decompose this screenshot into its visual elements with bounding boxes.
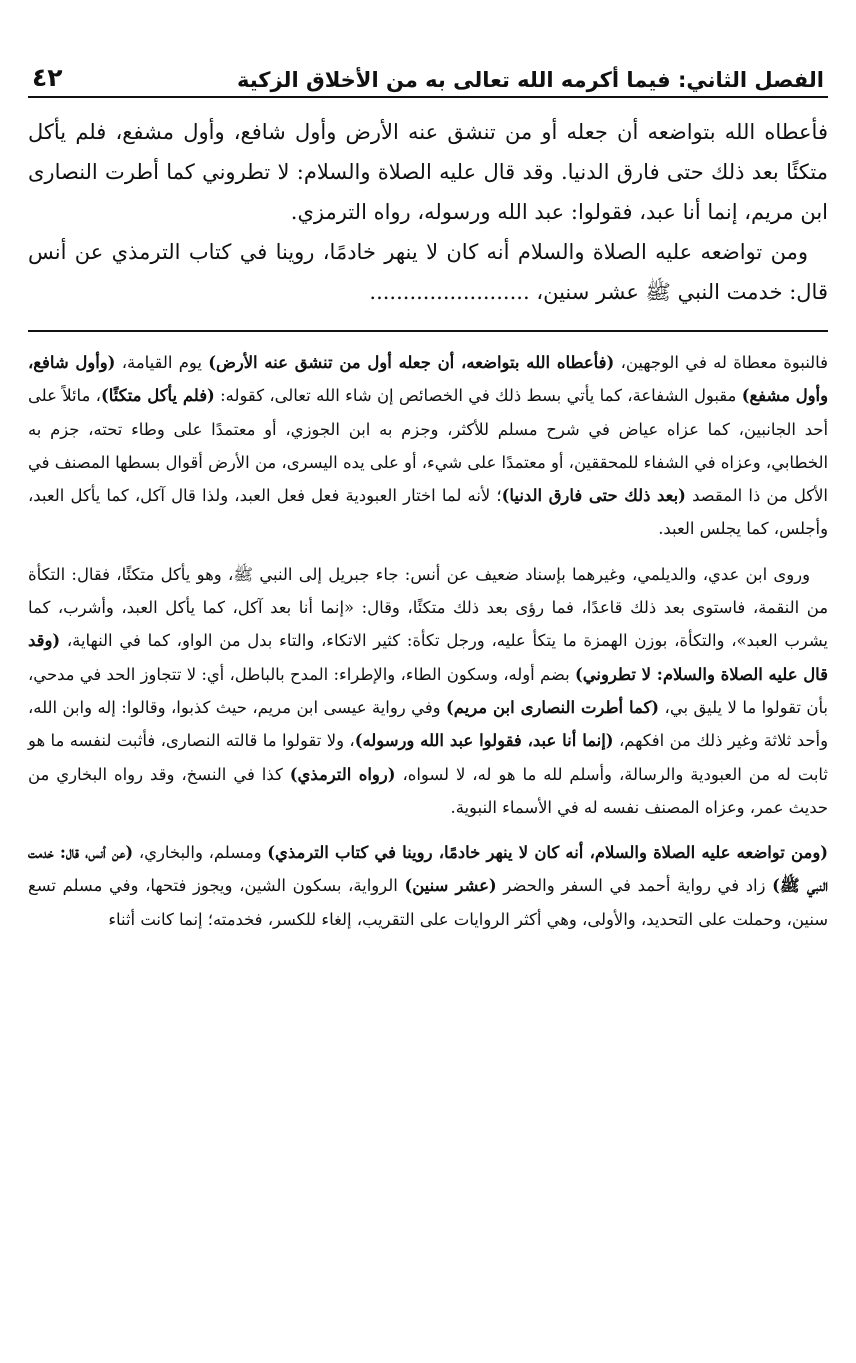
commentary-text: يوم القيامة، bbox=[115, 353, 209, 372]
quoted-matn: (وأول شافع، وأول مشفع) bbox=[28, 353, 828, 406]
main-text-sentence: ومن تواضعه عليه الصلاة والسلام أنه كان لا ينهر خادمًا، روينا في كتاب الترمذي عن أنس قال: خدمت النبي ﷺ عشر سنين، bbox=[28, 240, 828, 304]
commentary-text: وروى ابن عدي، والديلمي، وغيرهما بإسناد ضعيف عن أنس: جاء جبريل إلى النبي ﷺ، وهو يأكل متكئًا، فقال: التكأة من النقمة، فاستوى بعد ذلك قاعدًا، فما رؤى بعد ذلك متكئًا، وقال: «إنما أنا بعد آكل، كما يأكل العبد، وأشرب، كما يشرب العبد»، والتكأة، بوزن الهمزة ما يتكأ عليه، ورجل تكأة: كثير الاتكاء، والتاء بدل من الواو، كما في النهاية، bbox=[28, 564, 828, 651]
chapter-title: الفصل الثاني: فيما أكرمه الله تعالى به من الأخلاق الزكية bbox=[236, 68, 824, 92]
quoted-matn: (كما أطرت النصارى ابن مريم) bbox=[446, 697, 660, 717]
running-header bbox=[28, 50, 828, 98]
commentary-text: وفي رواية عيسى ابن مريم، حيث كذبوا، وقالوا: إله وابن الله، وأحد ثلاثة وغير ذلك من افكهم، bbox=[28, 697, 828, 751]
quoted-matn: (إنما أنا عبد، فقولوا عبد الله ورسوله) bbox=[354, 731, 614, 751]
commentary-text: فالنبوة معطاة له في الوجهين، bbox=[614, 353, 828, 372]
commentary-text: كذا في النسخ، وقد رواه البخاري من حديث عمر، وعزاه المصنف نفسه له في الأسماء النبوية. bbox=[28, 764, 828, 817]
page-number: ٤٢ bbox=[32, 63, 63, 92]
commentary-text: الرواية، بسكون الشين، ويجوز فتحها، وفي مسلم تسع سنين، وحملت على التحديد، والأولى، وهي أكثر الروايات على التقريب، إلغاء للكسر، فخدمته؛ إنما كانت أثناء bbox=[28, 876, 828, 929]
book-page bbox=[28, 50, 828, 948]
commentary bbox=[28, 346, 828, 936]
commentary-text: ، مائلاً على أحد الجانبين، كما عزاه عياض في شرح مسلم للأكثر، وجزم به ابن الجوزي، أو معتمدًا على وطاء تحته، جزم به الخطابي، وعزاه في الشفاء للمحققين، أو معتمدًا على شيء، أو على يده اليسرى، من الأرض أقوال بسطها المصنف في الأكل من ذا المقصد bbox=[28, 386, 828, 506]
commentary-paragraph bbox=[28, 346, 828, 546]
commentary-paragraph bbox=[28, 558, 828, 824]
quoted-matn: (فلم يأكل متكئًا) bbox=[100, 386, 215, 406]
ellipsis-dots: ........................ bbox=[369, 280, 530, 304]
commentary-text: ، ولا تقولوا ما قالته النصارى، فأثبت لنفسه ما هو ثابت له من العبودية والرسالة، وأسلم لله ما هو له، لا لسواه، bbox=[28, 731, 828, 784]
commentary-text: بضم أوله، وسكون الطاء، والإطراء: المدح بالباطل، أي: لا تتجاوز الحد في مدحي، بأن تقولوا ما لا يليق بي، bbox=[28, 664, 828, 717]
commentary-text: زاد في رواية أحمد في السفر والحضر bbox=[496, 876, 773, 896]
section-divider bbox=[28, 330, 828, 332]
quoted-matn: (عن أنس، قال: خدمت النبي ﷺ) bbox=[28, 843, 829, 896]
main-text bbox=[28, 112, 828, 312]
quoted-matn: (عشر سنين) bbox=[404, 876, 497, 896]
quoted-matn: (ومن تواضعه عليه الصلاة والسلام، أنه كان لا ينهر خادمًا، روينا في كتاب الترمذي) bbox=[267, 843, 828, 863]
main-text-paragraph bbox=[28, 232, 828, 312]
commentary-text: ومسلم، والبخاري، bbox=[133, 843, 268, 863]
main-text-paragraph: فأعطاه الله بتواضعه أن جعله أو من تنشق عنه الأرض وأول شافع، وأول مشفع، فلم يأكل متكئًا بعد ذلك حتى فارق الدنيا. وقد قال عليه الصلاة والسلام: لا تطروني كما أطرت النصارى ابن مريم، إنما أنا عبد، فقولوا: عبد الله ورسوله، رواه الترمزي. bbox=[28, 120, 828, 224]
commentary-paragraph bbox=[28, 836, 828, 936]
quoted-matn: (فأعطاه الله بتواضعه، أن جعله أول من تنشق عنه الأرض) bbox=[208, 353, 615, 372]
quoted-matn: (بعد ذلك حتى فارق الدنيا) bbox=[501, 486, 686, 506]
commentary-text: مقبول الشفاعة، كما يأتي بسط ذلك في الخصائص إن شاء الله تعالى، كقوله: bbox=[214, 386, 742, 406]
commentary-text: ؛ لأنه لما اختار العبودية فعل فعل العبد، ولذا قال آكل، كما يأكل العبد، وأجلس، كما يجلس العبد. bbox=[28, 486, 828, 539]
quoted-matn: (رواه الترمذي) bbox=[289, 764, 396, 784]
quoted-matn: (وقد قال عليه الصلاة والسلام: لا تطروني) bbox=[28, 631, 828, 684]
